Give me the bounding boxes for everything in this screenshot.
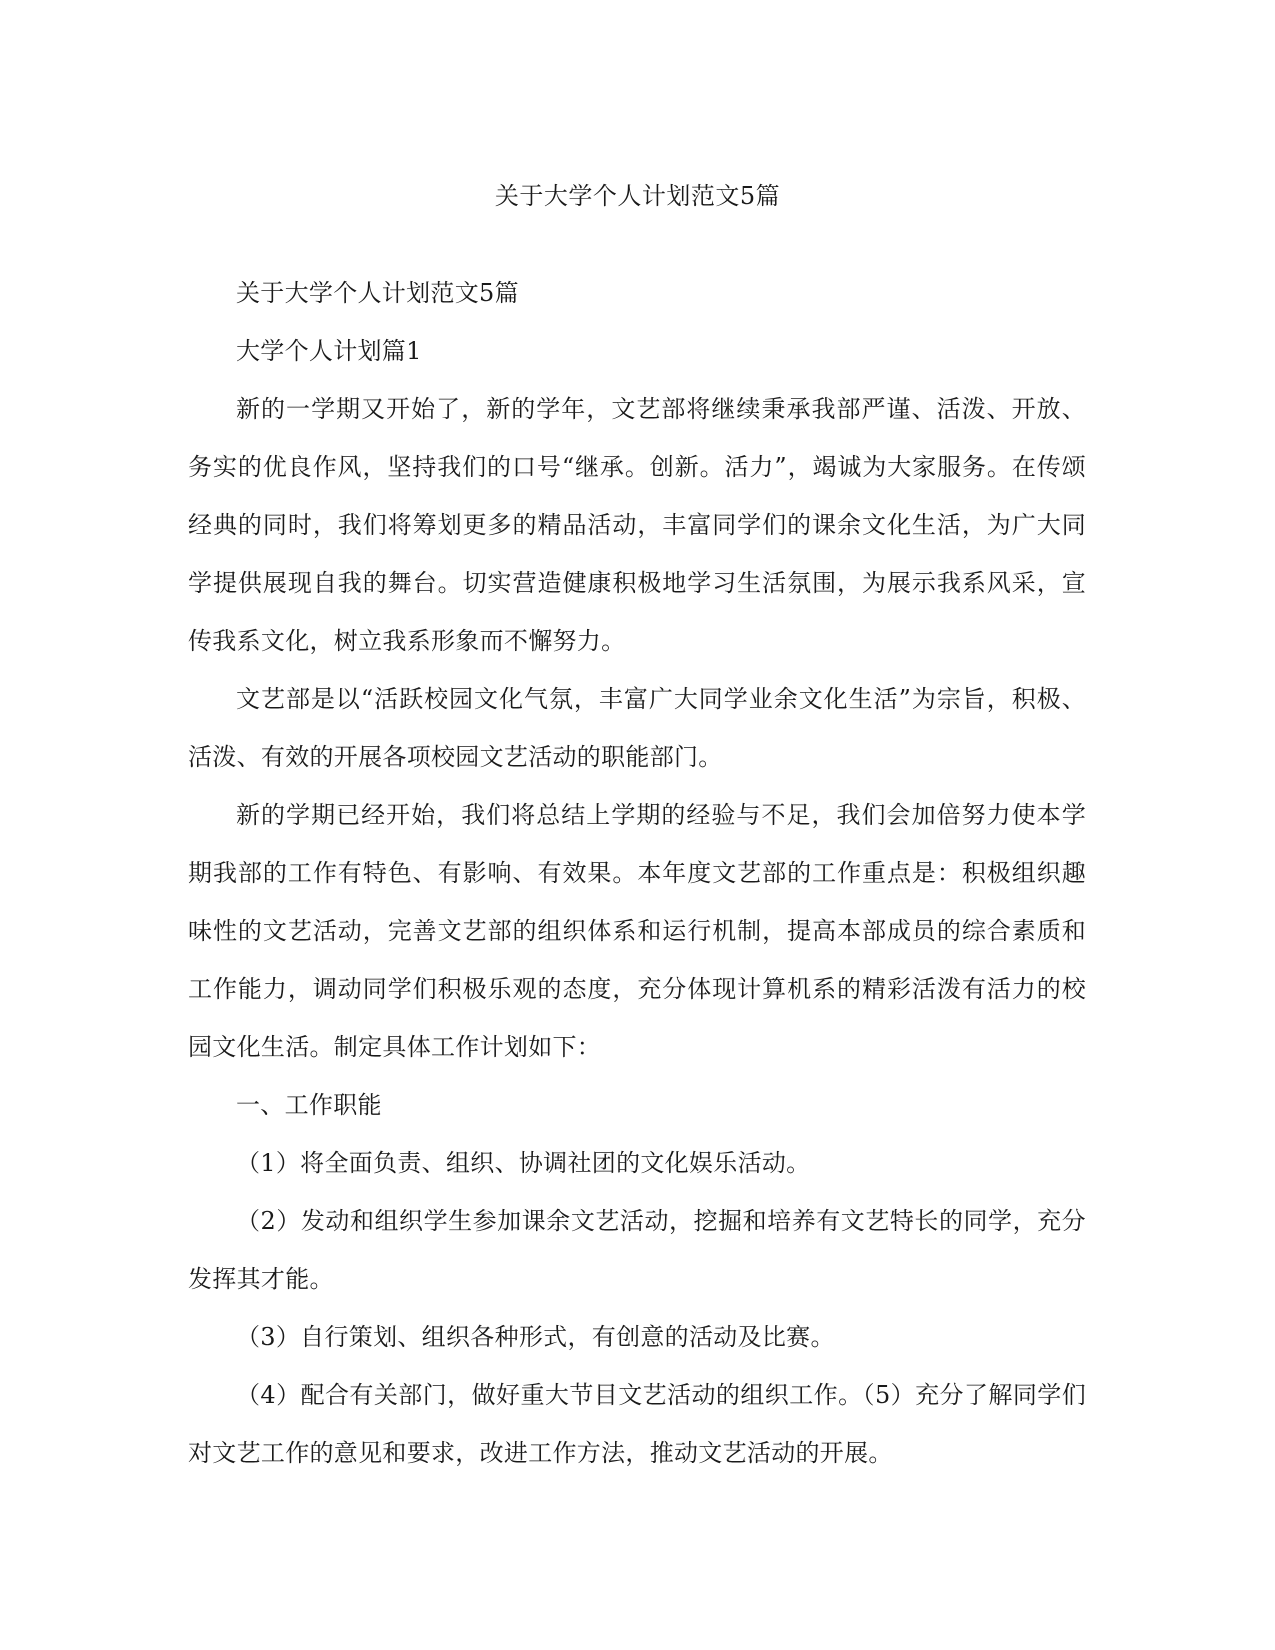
paragraph-subtitle: 关于大学个人计划范文5篇: [236, 279, 519, 307]
list-item-2: （2）发动和组织学生参加课余文艺活动，挖掘和培养有文艺特长的同学，充分发挥其才能。: [188, 1207, 1086, 1293]
list-item-1: （1）将全面负责、组织、协调社团的文化娱乐活动。: [236, 1149, 811, 1177]
paragraph-semester-plan: 新的学期已经开始，我们将总结上学期的经验与不足，我们会加倍努力使本学期我部的工作有特色、有影响、有效果。本年度文艺部的工作重点是：积极组织趣味性的文艺活动，完善文艺部的组织体系和运行机制，提高本部成员的综合素质和工作能力，调动同学们积极乐观的态度，充分体现计算机系的精彩活泼有活力的校园文化生活。制定具体工作计划如下：: [188, 801, 1086, 1061]
list-item-4-5: （4）配合有关部门，做好重大节目文艺活动的组织工作。（5）充分了解同学们对文艺工作的意见和要求，改进工作方法，推动文艺活动的开展。: [188, 1381, 1086, 1467]
list-item-3: （3）自行策划、组织各种形式，有创意的活动及比赛。: [236, 1323, 835, 1351]
paragraph-department-purpose: 文艺部是以“活跃校园文化气氛，丰富广大同学业余文化生活”为宗旨，积极、活泼、有效的开展各项校园文艺活动的职能部门。: [188, 685, 1086, 771]
document-body: [188, 264, 1086, 1482]
paragraph-section-heading: 大学个人计划篇1: [236, 337, 422, 365]
paragraph-intro: 新的一学期又开始了，新的学年，文艺部将继续秉承我部严谨、活泼、开放、务实的优良作风，坚持我们的口号“继承。创新。活力”，竭诚为大家服务。在传颂经典的同时，我们将筹划更多的精品活动，丰富同学们的课余文化生活，为广大同学提供展现自我的舞台。切实营造健康积极地学习生活氛围，为展示我系风采，宣传我系文化，树立我系形象而不懈努力。: [188, 395, 1086, 655]
document-title: 关于大学个人计划范文5篇: [494, 182, 781, 210]
paragraph-heading-functions: 一、工作职能: [236, 1091, 382, 1119]
